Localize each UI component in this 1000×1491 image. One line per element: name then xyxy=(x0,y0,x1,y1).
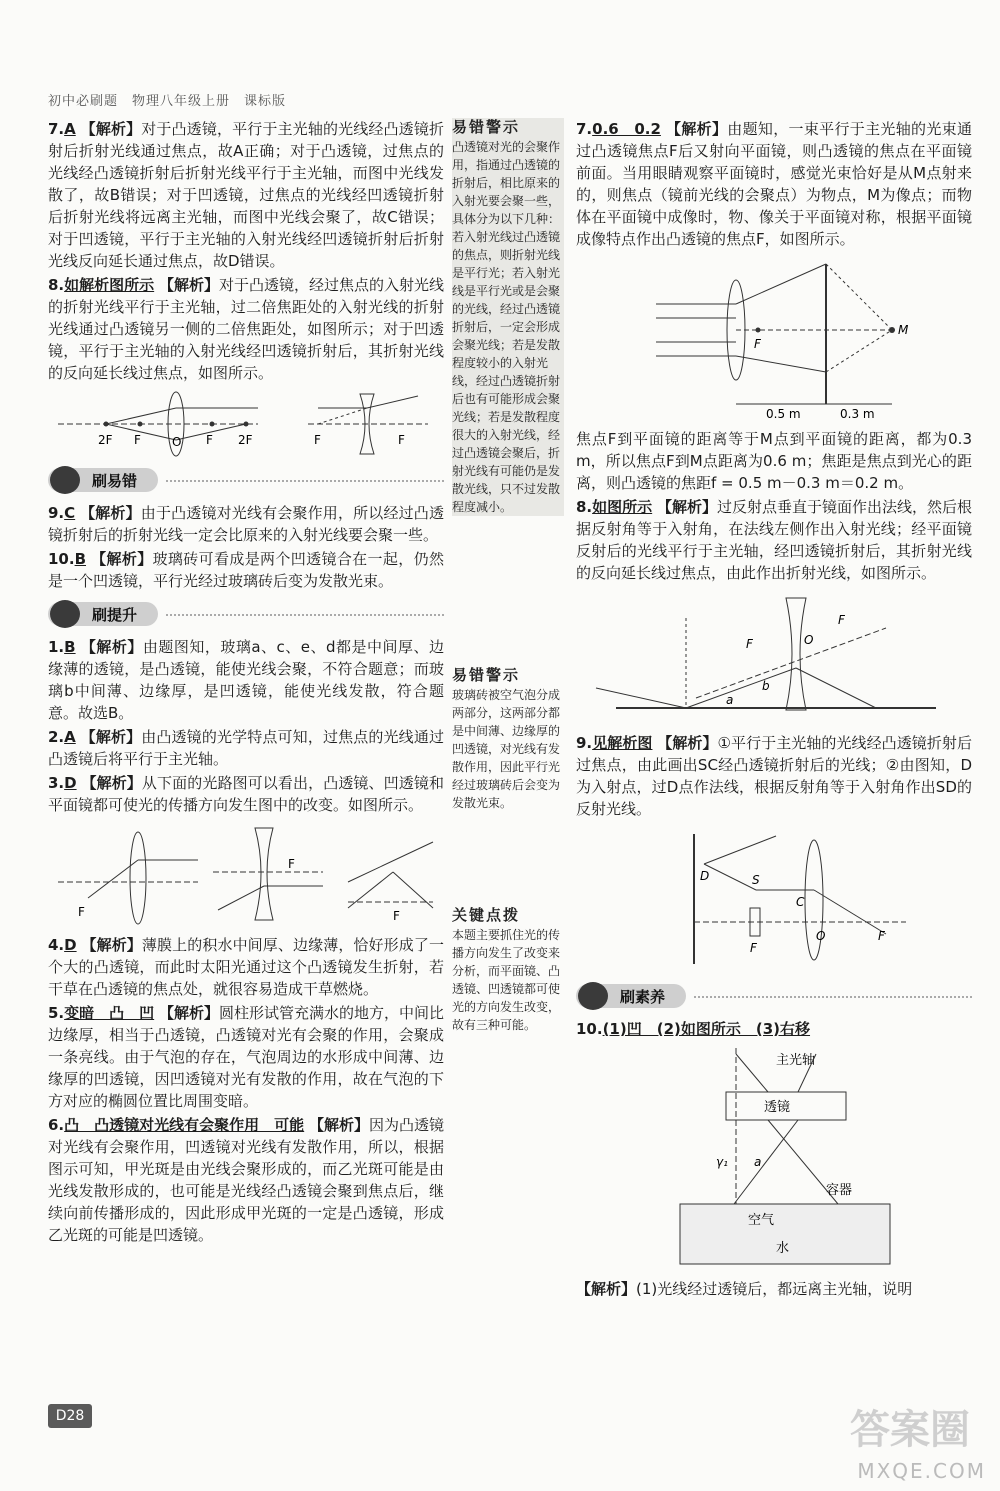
label-a: a xyxy=(754,1155,762,1169)
label-o: O xyxy=(804,633,814,647)
label-water: 水 xyxy=(776,1241,790,1256)
r7-mirror-diagram xyxy=(576,254,972,424)
answer-7: 7.A 【解析】对于凸透镜，平行于主光轴的光线经凸透镜折射后折射光线通过焦点，故A正确；对于凸透镜，过焦点的光线经凸透镜折射后折射光线平行于主光轴，而图中光线发散了，故B错误；对于凹透镜，过焦点的光线经凹透镜折射后折射光线将远离主光轴，而图中光线会聚了，故C错误；对于凹透镜，平行于主光轴的入射光线经凹透镜折射后折射光线反向延长通过焦点，故D错误。 xyxy=(48,120,444,270)
answer-p6: 6.凸 凸透镜对光线有会聚作用 可能 【解析】因为凸透镜对光线有会聚作用，凹透镜对光线有发散作用，所以，根据图示可知，甲光斑是由光线会聚形成的，而乙光斑可能是由光线发散形成的，也可能是光线经凸透镜会聚到焦点后，继续向前传播形成的，因此形成甲光斑的一定是凸透镜，形成乙光斑的可能是凹透镜。 xyxy=(48,1116,444,1244)
r8-concave-lens-diagram xyxy=(576,588,972,728)
label-lens: 透镜 xyxy=(764,1100,791,1115)
label-f-left: F xyxy=(134,433,141,447)
q8-lens-diagram xyxy=(48,388,438,458)
section-improve: 刷提升 xyxy=(48,600,444,630)
answer-p5: 5.变暗 凸 凹 【解析】圆柱形试管充满水的地方，中间比边缘厚，相当于凸透镜，凸透镜对光有会聚的作用，会聚成一条亮线。由于气泡的存在，气泡周边的水形成中间薄、边缘厚的凹透镜，因凹透镜对光有发散的作用，故在气泡的下方对应的椭圆位置比周围变暗。 xyxy=(48,1004,444,1110)
answer-p4: 4.D 【解析】薄膜上的积水中间厚、边缘薄，恰好形成了一个大的凸透镜，而此时太阳光通过这个凸透镜发生折射，若干草在凸透镜的焦点处，就很容易造成干草燃烧。 xyxy=(48,936,444,998)
label-distance-1: 0.5 m xyxy=(766,407,801,421)
answer-p2: 2.A 【解析】由凸透镜的光学特点可知，过焦点的光线通过凸透镜后将平行于主光轴。 xyxy=(48,728,444,768)
label-c: C xyxy=(796,895,805,909)
section-easy-mistakes: 刷易错 xyxy=(48,466,444,496)
label-f1: F xyxy=(78,905,85,919)
label-gamma: γ₁ xyxy=(716,1155,728,1169)
watermark-site: MXQE.COM xyxy=(857,1459,986,1483)
watermark-logo: 答案圈 xyxy=(850,1407,970,1453)
label-f2: F xyxy=(838,613,845,627)
label-f1: F xyxy=(750,941,757,955)
label-f3: F xyxy=(393,909,400,923)
answer-9: 9.C 【解析】由于凸透镜对光线有会聚作用，所以经过凸透镜折射后的折射光线一定会比原来的入射光线要会聚一些。 xyxy=(48,504,444,544)
answer-r10-analysis: 【解析】(1)光线经过透镜后，都远离主光轴，说明 xyxy=(576,1280,913,1298)
left-column xyxy=(48,118,444,1248)
label-2f-right: 2F xyxy=(238,433,253,447)
label-b: b xyxy=(762,679,770,693)
label-o: O xyxy=(172,435,182,449)
answer-r7-continued: 焦点F到平面镜的距离等于M点到平面镜的距离，都为0.3 m，所以焦点F到M点距离为0.6 m；焦距是焦点到光心的距离，则凸透镜的焦距f = 0.5 m－0.3 m＝0.2 m。 xyxy=(576,430,972,492)
answer-8: 8.如解析图所示 【解析】对于凸透镜，经过焦点的入射光线的折射光线平行于主光轴，过二倍焦距处的入射光线的折射光线通过凸透镜另一侧的二倍焦距处，如图所示；对于凹透镜，平行于主光轴的入射光线经凹透镜折射后，其折射光线的反向延长线过焦点，如图所示。 xyxy=(48,276,444,382)
label-distance-2: 0.3 m xyxy=(840,407,875,421)
r10-lens-container-diagram xyxy=(576,1044,972,1274)
answer-p3: 3.D 【解析】从下面的光路图可以看出，凸透镜、凹透镜和平面镜都可使光的传播方向发生图中的改变。如图所示。 xyxy=(48,774,444,814)
label-s: S xyxy=(752,873,760,887)
label-2f-left: 2F xyxy=(98,433,113,447)
right-column xyxy=(576,118,972,1302)
section-icon xyxy=(50,600,80,628)
page-number: D28 xyxy=(48,1404,92,1428)
p3-light-path-diagram xyxy=(48,820,438,930)
label-d: D xyxy=(700,869,710,883)
label-f-concave-left: F xyxy=(314,433,321,447)
section-literacy: 刷素养 xyxy=(576,982,972,1012)
answer-p1: 1.B 【解析】由题图知，玻璃a、c、e、d都是中间厚、边缘薄的透镜，是凸透镜，能使光线会聚，不符合题意；而玻璃b中间薄、边缘厚，是凹透镜，能使光线发散，符合题意。故选B。 xyxy=(48,638,444,722)
sidebar-note-3: 关键点拨 本题主要抓住光的传播方向发生了改变来分析，而平面镜、凸透镜、凹透镜都可使光的方向发生改变，故有三种可能。 xyxy=(452,906,561,1032)
answer-r8: 8.如图所示 【解析】过反射点垂直于镜面作出法线，然后根据反射角等于入射角，在法线左侧作出入射光线；经平面镜反射后的光线平行于主光轴，经凹透镜折射后，其折射光线的反向延长线过焦点，由此作出折射光线，如图所示。 xyxy=(576,498,972,582)
label-f1: F xyxy=(746,637,753,651)
sidebar-note-1: 易错警示 凸透镜对光的会聚作用，指通过凸透镜的折射后，相比原来的入射光要会聚一些，具体分为以下几种：若入射光线过凸透镜的焦点，则折射光线是平行光；若入射光线是平行光或是会聚的光线，经过凸透镜折射后，一定会形成会聚光线；若是发散程度较小的入射光线，经过凸透镜折射后也有可能形成会聚光线；若是发散程度很大的入射光线，经过凸透镜会聚后，折射光线有可能仍是发散光线，只不过发散程度减小。 xyxy=(452,118,564,516)
label-m: M xyxy=(898,323,909,337)
label-air: 空气 xyxy=(748,1213,775,1228)
label-f-right: F xyxy=(206,433,213,447)
section-icon xyxy=(578,982,608,1010)
answer-r9: 9.见解析图 【解析】①平行于主光轴的光线经凸透镜折射后过焦点，由此画出SC经凸透镜折射后的光线；②由图知，D为入射点，过D点作法线，根据反射角等于入射角作出SD的反射光线。 xyxy=(576,734,972,818)
running-header: 初中必刷题 物理八年级上册 课标版 xyxy=(48,94,287,109)
label-a: a xyxy=(726,693,734,707)
label-container: 容器 xyxy=(826,1183,853,1198)
label-o: O xyxy=(816,929,826,943)
section-icon xyxy=(50,466,80,494)
label-f: F xyxy=(754,337,761,351)
sidebar-note-2: 易错警示 玻璃砖被空气泡分成两部分，这两部分都是中间薄、边缘厚的凹透镜，对光线有发散作用，因此平行光经过玻璃砖后会变为发散光束。 xyxy=(452,666,561,810)
label-f2: F xyxy=(288,857,295,871)
r9-mirror-lens-diagram xyxy=(576,824,972,974)
answer-r7: 7.0.6 0.2 【解析】由题知，一束平行于主光轴的光束通过凸透镜焦点F后又射向平面镜，则凸透镜的焦点在平面镜前面。当用眼睛观察平面镜时，感觉光束恰好是从M点射来的，则焦点（镜前光线的会聚点）为物点，M为像点；而物体在平面镜中成像时，物、像关于平面镜对称，根据平面镜成像特点作出凸透镜的焦点F，如图所示。 xyxy=(576,120,972,248)
label-main-axis: 主光轴 xyxy=(776,1053,816,1068)
answer-r10: 10.(1)凹 (2)如图所示 (3)右移 xyxy=(576,1020,811,1038)
answer-10: 10.B 【解析】玻璃砖可看成是两个凹透镜合在一起，仍然是一个凹透镜，平行光经过玻璃砖后变为发散光束。 xyxy=(48,550,444,590)
label-f2: F xyxy=(878,929,885,943)
label-f-concave-right: F xyxy=(398,433,405,447)
